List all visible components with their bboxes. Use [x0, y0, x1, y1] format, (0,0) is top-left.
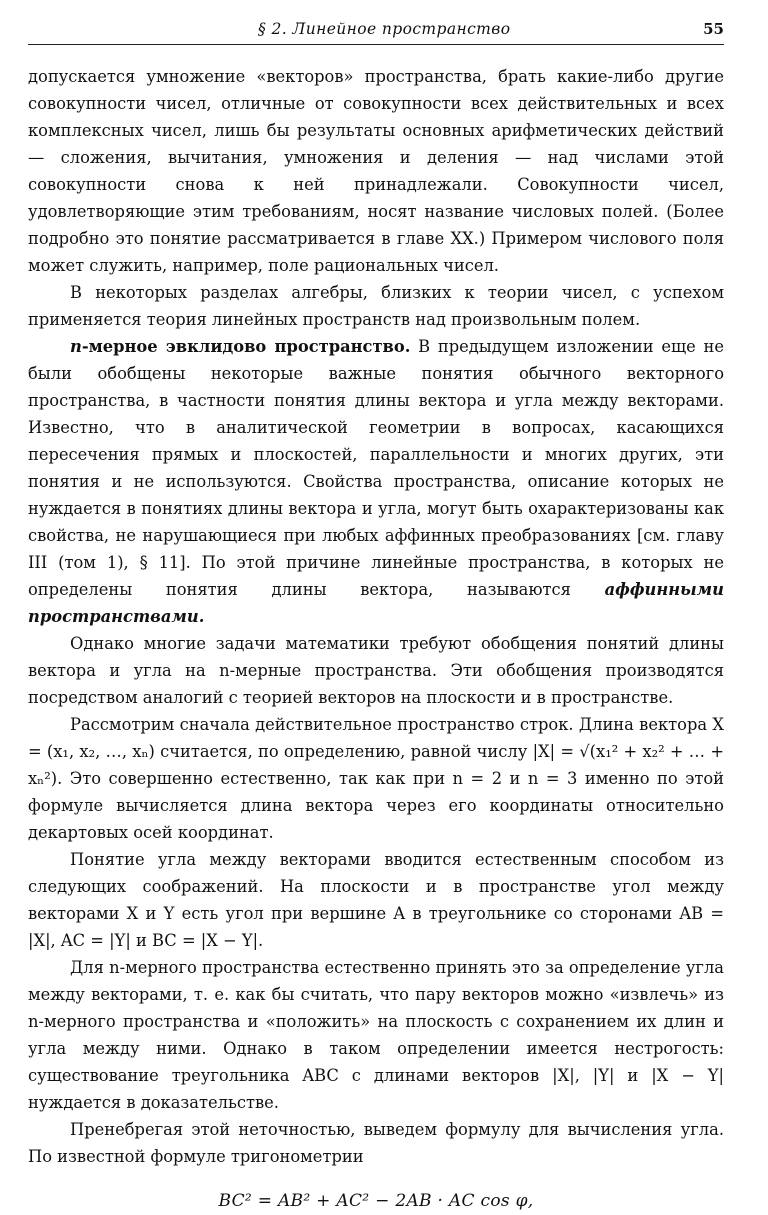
book-page: [28, 18, 724, 1215]
page-body: [28, 63, 724, 1215]
section-term: [70, 337, 410, 356]
paragraph-2: В некоторых разделах алгебры, близких к теории чисел, с успехом применяется теория линейных пространств над произвольным полем.: [28, 283, 724, 329]
paragraph-7: Для n-мерного пространства естественно принять это за определение угла между векторами, т. е. как бы считать, что пару векторов можно «извлечь» из n-мерного пространства и «положить» на плоскость с сохранением их длин и угла между ними. Однако в таком определении имеется нестрогость: существование треугольника ABC с длинами векторов |X|, |Y| и |X − Y| нуждается в доказательстве.: [28, 958, 724, 1112]
paragraph-4: Однако многие задачи математики требуют обобщения понятий длины вектора и угла на n-мерные пространства. Эти обобщения производятся посредством аналогий с теорией векторов на плоскости и в пространстве.: [28, 634, 724, 707]
display-formula: BC² = AB² + AC² − 2AB · AC cos φ,: [218, 1191, 534, 1211]
emphasized-term: аффинными пространствами.: [28, 580, 724, 626]
term-n: n: [70, 337, 82, 356]
paragraph-1: допускается умножение «векторов» пространства, брать какие-либо другие совокупности чисел, отличные от совокупности всех действительных и всех комплексных чисел, лишь бы результаты основных арифметических действий — сложения, вычитания, умножения и деления — над числами этой совокупности снова к ней принадлежали. Совокупности чисел, удовлетворяющие этим требованиям, носят название числовых полей. (Более подробно это понятие рассматривается в главе XX.) Примером числового поля может служить, например, поле рациональных чисел.: [28, 67, 724, 275]
paragraph-6: Понятие угла между векторами вводится естественным способом из следующих соображений. На плоскости и в пространстве угол между векторами X и Y есть угол при вершине A в треугольнике со сторонами AB = |X|, AC = |Y| и BC = |X − Y|.: [28, 850, 724, 950]
running-header: [28, 18, 724, 45]
page-number: 55: [703, 20, 724, 38]
paragraph-3-text: В предыдущем изложении еще не были обобщены некоторые важные понятия обычного векторного пространства, в частности понятия длины вектора и угла между векторами. Известно, что в аналитической геометрии в вопросах, касающихся пересечения прямых и плоскостей, параллельности и многих других, эти понятия и не используются. Свойства пространства, описание которых не нуждается в понятиях длины вектора и угла, могут быть охарактеризованы как свойства, не нарушающиеся при любых аффинных преобразованиях [см. главу III (том 1), § 11]. По этой причине линейные пространства, в которых не определены понятия длины вектора, называются: [28, 337, 724, 599]
paragraph-3: [28, 333, 724, 630]
term-label: -мерное эвклидово пространство.: [81, 337, 411, 356]
paragraph-5: Рассмотрим сначала действительное пространство строк. Длина вектора X = (x₁, x₂, …, xₙ) считается, по определению, равной числу |X| = √(x₁² + x₂² + … + xₙ²). Это совершенно естественно, так как при n = 2 и n = 3 именно по этой формуле вычисляется длина вектора через его координаты относительно декартовых осей координат.: [28, 715, 724, 842]
paragraph-8: Пренебрегая этой неточностью, выведем формулу для вычисления угла. По известной формуле тригонометрии: [28, 1120, 724, 1166]
section-title: § 2. Линейное пространство: [258, 20, 511, 38]
